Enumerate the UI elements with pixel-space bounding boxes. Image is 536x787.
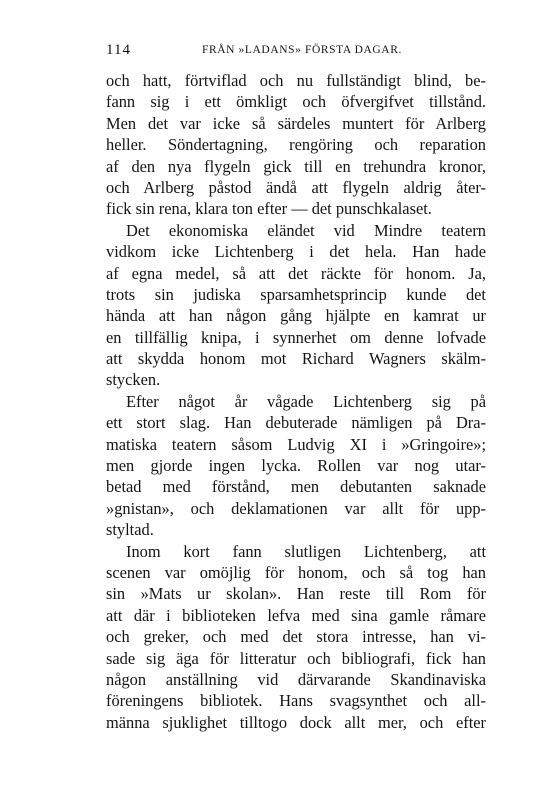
text-line: trots sin judiska sparsamhetsprincip kunde det xyxy=(106,284,486,304)
text-line: scenen var omöjlig för honom, och så tog han xyxy=(106,562,486,582)
text-line: Inom kort fann slutligen Lichtenberg, att xyxy=(126,541,486,561)
text-line: sin »Mats ur skolan». Han reste till Rom för xyxy=(106,584,486,604)
text-line: fick sin rena, klara ton efter — det punschkalaset. xyxy=(106,199,432,219)
text-line: betad med förstånd, men debutanten saknade xyxy=(106,477,486,497)
text-line: af den nya flygeln gick till en trehundra kronor, xyxy=(106,156,486,176)
text-line: att skydda honom mot Richard Wagners skälm- xyxy=(106,349,486,369)
text-line: att där i biblioteken lefva med sina gamle råmare xyxy=(106,605,486,625)
text-line: och Arlberg påstod ändå att flygeln aldrig åter- xyxy=(106,177,486,197)
text-line: Men det var icke så särdeles muntert för Arlberg xyxy=(106,113,486,133)
text-line: och greker, och med det stora intresse, han vi- xyxy=(106,627,486,647)
body-text xyxy=(106,70,486,733)
text-line: af egna medel, så att det räckte för honom. Ja, xyxy=(106,263,486,283)
text-line: Efter något år vågade Lichtenberg sig på xyxy=(126,391,486,411)
text-line: och hatt, förtviflad och nu fullständigt blind, be- xyxy=(106,71,486,90)
running-title: FRÅN »LADANS» FÖRSTA DAGAR. xyxy=(202,44,402,56)
text-line: »gnistan», och deklamationen var allt för upp- xyxy=(106,498,486,518)
running-head xyxy=(106,42,486,62)
text-line: matiska teatern såsom Ludvig XI i »Gringoire»; xyxy=(106,434,486,454)
text-line: ett stort slag. Han debuterade nämligen på Dra- xyxy=(106,413,486,433)
page-number: 114 xyxy=(106,42,131,58)
text-line: männa sjuklighet tilltogo dock allt mer, och efter xyxy=(106,712,486,732)
text-line: Det ekonomiska eländet vid Mindre teatern xyxy=(126,220,486,240)
text-line: fann sig i ett ömkligt och öfvergifvet tillstånd. xyxy=(106,92,486,112)
text-line: hända att han någon gång hjälpte en kamrat ur xyxy=(106,306,486,326)
text-line: heller. Söndertagning, rengöring och reparation xyxy=(106,135,486,155)
text-line: men gjorde ingen lycka. Rollen var nog utar- xyxy=(106,456,486,476)
text-line: vidkom icke Lichtenberg i det hela. Han hade xyxy=(106,242,486,262)
text-line: föreningens bibliotek. Hans svagsynthet och all- xyxy=(106,691,486,711)
text-line: någon anställning vid därvarande Skandinaviska xyxy=(106,669,486,689)
text-line: sade sig äga för litteratur och bibliografi, fick han xyxy=(106,648,486,668)
text-line: styltad. xyxy=(106,520,154,540)
text-line: en tillfällig knipa, i synnerhet om denne lofvade xyxy=(106,327,486,347)
text-line: stycken. xyxy=(106,370,161,390)
